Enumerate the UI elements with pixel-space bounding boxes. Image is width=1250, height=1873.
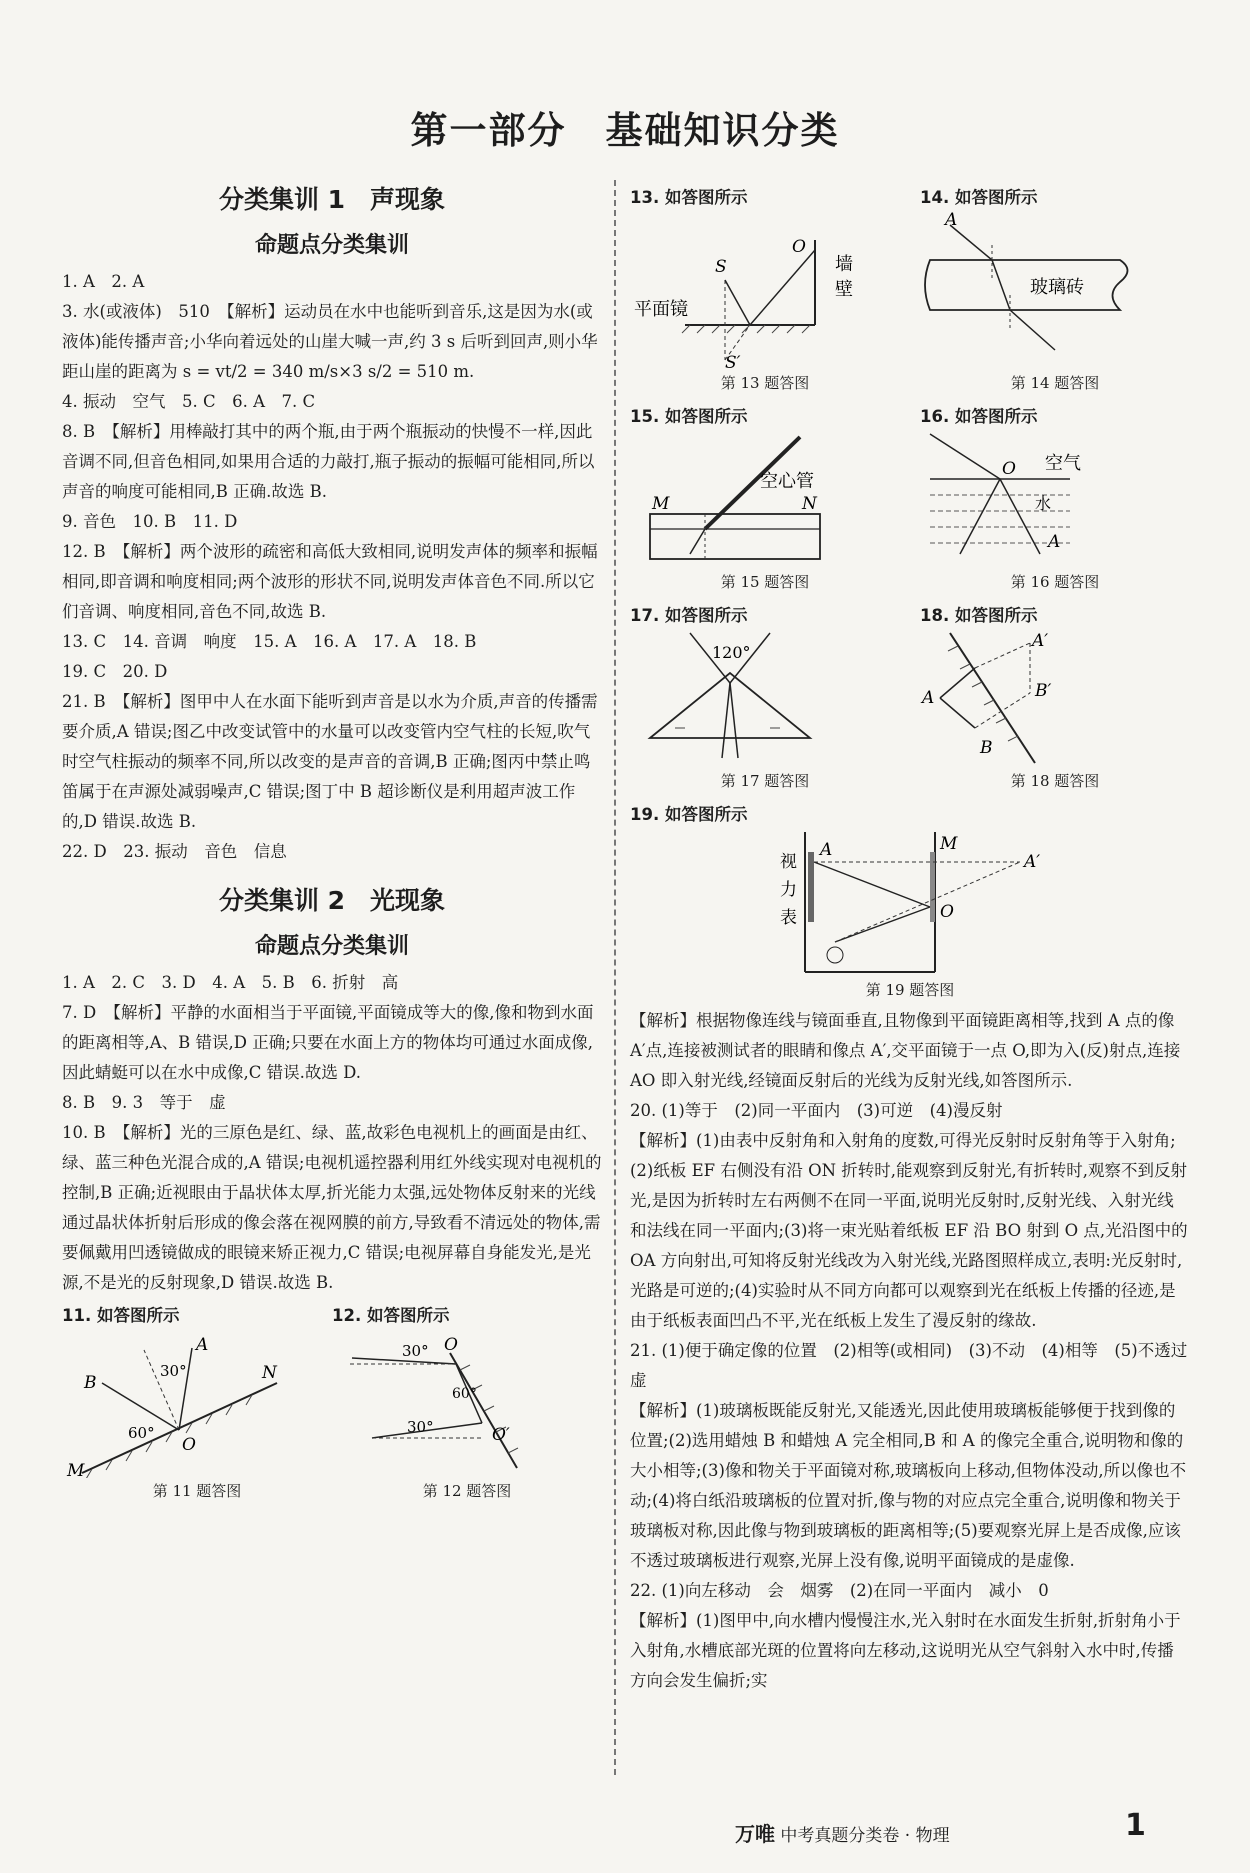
fig15-label-m: M (652, 494, 670, 514)
right-column (630, 180, 1204, 1696)
figure-11 (62, 1298, 332, 1507)
page-footer (735, 1818, 950, 1847)
footer-text: 中考真题分类卷 · 物理 (780, 1826, 950, 1846)
fig11-label-m: M (67, 1461, 85, 1478)
fig11-label-n: N (262, 1363, 277, 1383)
fig19-label-m: M (940, 834, 958, 854)
answer-item: 20. (1)等于 (2)同一平面内 (3)可逆 (4)漫反射 (630, 1101, 1003, 1120)
answer-item: 22. D 23. 振动 音色 信息 (62, 842, 287, 861)
figure-row-11-12 (62, 1298, 602, 1507)
answer-item: 【解析】(1)玻璃板既能反射光,又能透光,因此使用玻璃板能够便于找到像的位置;(2)选用蜡烛 B 和蜡烛 A 完全相同,B 和 A 的像完全重合,说明物和像的大小相等;(3)像和物关于平面镜对称,玻璃板向上移动,但物体没动,所以像也不动;(4)将白纸沿玻璃板的位置对折,像与物的对应点完全重合,说明像和物关于玻璃板对称,因此像与物到玻璃板的距离相等;(5)要观察光屏上是否成像,应该不透过玻璃板进行观察,光屏上没有像,说明平面镜成的是虚像. (630, 1401, 1187, 1570)
fig15-label-tube: 空心管 (760, 471, 814, 492)
fig19-label-biao: 表 (780, 908, 797, 928)
figure-19-diagram (630, 827, 1190, 977)
fig19-label-a-prime: A′ (1024, 852, 1041, 872)
answer-item: 22. (1)向左移动 会 烟雾 (2)在同一平面内 减小 0 (630, 1581, 1049, 1600)
figure-18 (920, 598, 1190, 797)
figure-16-diagram (920, 429, 1190, 569)
fig18-label-a: A (922, 688, 935, 708)
answer-item: 12. B 【解析】两个波形的疏密和高低大致相同,说明发声体的频率和振幅相同,即音调和响度相同;两个波形的形状不同,说明发声体音色不同.所以它们音调、响度相同,音色不同,故选 B. (62, 542, 598, 621)
figure-row-15-16 (630, 399, 1190, 598)
section-subtitle-sound: 命题点分类集训 (254, 233, 409, 258)
fig14-label-a: A (945, 210, 958, 230)
figure-row-17-18 (630, 598, 1190, 797)
left-column (62, 180, 602, 1507)
footer-brand: 万唯 (735, 1822, 775, 1846)
section-subtitle-light: 命题点分类集训 (254, 934, 409, 959)
fig12-label-o: O (444, 1335, 458, 1355)
figure-caption: 第 17 题答图 (720, 772, 810, 790)
figure-row-13-14 (630, 180, 1190, 399)
fig11-label-b: B (84, 1373, 97, 1393)
figure-heading: 19. 如答图所示 (630, 805, 748, 824)
figure-heading: 17. 如答图所示 (630, 606, 748, 625)
fig18-label-b-prime: B′ (1035, 681, 1052, 701)
figure-caption: 第 19 题答图 (865, 981, 955, 999)
figure-17 (630, 598, 900, 797)
fig16-label-a: A (1048, 532, 1061, 552)
section-title-sound: 分类集训 1 声现象 (218, 185, 446, 214)
fig13-label-s: S (715, 257, 727, 277)
fig13-label-o: O (792, 237, 806, 257)
fig12-label-o-prime: O′ (492, 1425, 510, 1445)
section-title-light: 分类集训 2 光现象 (218, 886, 446, 915)
figure-heading: 12. 如答图所示 (332, 1306, 450, 1325)
figure-14-diagram (920, 210, 1190, 370)
answer-item: 9. 音色 10. B 11. D (62, 512, 238, 531)
figure-caption: 第 18 题答图 (1010, 772, 1100, 790)
fig15-label-n: N (802, 494, 817, 514)
fig19-label-a: A (820, 840, 833, 860)
answer-item: 8. B 【解析】用棒敲打其中的两个瓶,由于两个瓶振动的快慢不一样,因此音调不同,但音色相同,如果用合适的力敲打,瓶子振动的振幅可能相同,所以声音的响度可能相同,B 正确.故选 B. (62, 422, 595, 501)
answer-item: 1. A 2. A (62, 272, 145, 291)
answer-item: 4. 振动 空气 5. C 6. A 7. C (62, 392, 316, 411)
answer-item: 【解析】根据物像连线与镜面垂直,且物像到平面镜距离相等,找到 A 点的像 A′点,连接被测试者的眼睛和像点 A′,交平面镜于一点 O,即为入(反)射点,连接 AO 即入射光线,经镜面反射后的光线为反射光线,如答图所示. (630, 1011, 1181, 1090)
figure-19 (630, 801, 1190, 1000)
figure-14 (920, 180, 1190, 399)
answer-item: 8. B 9. 3 等于 虚 (62, 1093, 226, 1112)
fig13-label-mirror: 平面镜 (634, 299, 688, 320)
figure-caption: 第 14 题答图 (1010, 374, 1100, 392)
figure-caption: 第 15 题答图 (720, 573, 810, 591)
page-number: 1 (1125, 1808, 1146, 1843)
fig12-angle-30-bottom: 30° (407, 1418, 434, 1436)
fig12-angle-30-top: 30° (402, 1342, 429, 1360)
fig16-label-o: O (1002, 459, 1016, 479)
fig13-label-wall-1: 墙 (835, 254, 853, 275)
figure-heading: 11. 如答图所示 (62, 1306, 180, 1325)
figure-13-diagram (630, 210, 890, 370)
fig13-label-s-prime: S′ (725, 353, 741, 370)
figure-heading: 13. 如答图所示 (630, 188, 748, 207)
fig18-label-b: B (980, 738, 993, 758)
fig11-label-o: O (182, 1435, 196, 1455)
fig19-label-shi: 视 (780, 852, 797, 872)
figure-heading: 18. 如答图所示 (920, 606, 1038, 625)
figure-15 (630, 399, 900, 598)
fig13-label-wall-2: 壁 (835, 279, 853, 300)
fig18-label-a-prime: A′ (1032, 631, 1049, 651)
fig14-label-glass: 玻璃砖 (1030, 277, 1084, 298)
figure-11-diagram (62, 1328, 292, 1478)
figure-heading: 16. 如答图所示 (920, 407, 1038, 426)
figure-heading: 15. 如答图所示 (630, 407, 748, 426)
page-title: 第一部分 基础知识分类 (410, 109, 840, 152)
fig12-angle-60: 60° (452, 1386, 477, 1402)
answer-item: 3. 水(或液体) 510 【解析】运动员在水中也能听到音乐,这是因为水(或液体)能传播声音;小华向着远处的山崖大喊一声,约 3 s 后听到回声,则小华距山崖的距离为 s = vt/2 = 340 m/s×3 s/2 = 510 m. (62, 302, 598, 381)
answer-item: 21. B 【解析】图甲中人在水面下能听到声音是以水为介质,声音的传播需要介质,A 错误;图乙中改变试管中的水量可以改变管内空气柱的长短,吹气时空气柱振动的频率不同,所以改变的是声音的音调,B 正确;图丙中禁止鸣笛属于在声源处减弱噪声,C 错误;图丁中 B 超诊断仪是利用超声波工作的,D 错误.故选 B. (62, 692, 598, 831)
fig11-angle-60: 60° (128, 1424, 155, 1442)
figure-12-diagram (332, 1328, 562, 1478)
fig19-label-li: 力 (780, 880, 797, 900)
figure-15-diagram (630, 429, 890, 569)
figure-17-diagram (630, 628, 890, 768)
fig17-angle-120: 120° (712, 643, 751, 662)
fig11-angle-30: 30° (160, 1362, 187, 1380)
answer-item: 19. C 20. D (62, 662, 168, 681)
answer-item: 7. D 【解析】平静的水面相当于平面镜,平面镜成等大的像,像和物到水面的距离相等,A、B 错误,D 正确;只要在水面上方的物体均可通过水面成像,因此蜻蜓可以在水中成像,C 错误.故选 D. (62, 1003, 594, 1082)
answer-item: 1. A 2. C 3. D 4. A 5. B 6. 折射 高 (62, 973, 399, 992)
fig19-label-o: O (940, 902, 954, 922)
figure-16 (920, 399, 1190, 598)
figure-caption: 第 16 题答图 (1010, 573, 1100, 591)
figure-18-diagram (920, 628, 1190, 768)
column-divider (614, 180, 616, 1775)
figure-caption: 第 13 题答图 (720, 374, 810, 392)
fig16-label-air: 空气 (1045, 453, 1081, 474)
figure-caption: 第 11 题答图 (152, 1482, 242, 1500)
answer-item: 21. (1)便于确定像的位置 (2)相等(或相同) (3)不动 (4)相等 (5)不透过 虚 (630, 1341, 1204, 1390)
figure-12 (332, 1298, 602, 1507)
fig16-label-water: 水 (1035, 494, 1052, 513)
answer-item: 【解析】(1)由表中反射角和入射角的度数,可得光反射时反射角等于入射角;(2)纸板 EF 右侧没有沿 ON 折转时,能观察到反射光,有折转时,观察不到反射光,是因为折转时左右两侧不在同一平面,说明光反射时,反射光线、入射光线和法线在同一平面内;(3)将一束光贴着纸板 EF 沿 BO 射到 O 点,光沿图中的 OA 方向射出,可知将反射光线改为入射光线,光路图照样成立,表明:光反射时,光路是可逆的;(4)实验时从不同方向都可以观察到光在纸板上传播的径迹,是由于纸板表面凹凸不平,光在纸板上发生了漫反射的缘故. (630, 1131, 1188, 1330)
figure-caption: 第 12 题答图 (422, 1482, 512, 1500)
fig11-label-a: A (196, 1335, 209, 1355)
answer-item: 13. C 14. 音调 响度 15. A 16. A 17. A 18. B (62, 632, 477, 651)
figure-13 (630, 180, 900, 399)
figure-heading: 14. 如答图所示 (920, 188, 1038, 207)
answer-item: 10. B 【解析】光的三原色是红、绿、蓝,故彩色电视机上的画面是由红、绿、蓝三种色光混合成的,A 错误;电视机遥控器利用红外线实现对电视机的控制,B 正确;近视眼由于晶状体太厚,折光能力太强,远处物体反射来的光线通过晶状体折射后形成的像会落在视网膜的前方,导致看不清远处的物体,需要佩戴用凹透镜做成的眼镜来矫正视力,C 错误;电视屏幕自身能发光,是光源,不是光的反射现象,D 错误.故选 B. (62, 1123, 602, 1292)
answer-item: 【解析】(1)图甲中,向水槽内慢慢注水,光入射时在水面发生折射,折射角小于入射角,水槽底部光斑的位置将向左移动,这说明光从空气斜射入水中时,传播方向会发生偏折;实 (630, 1611, 1181, 1690)
